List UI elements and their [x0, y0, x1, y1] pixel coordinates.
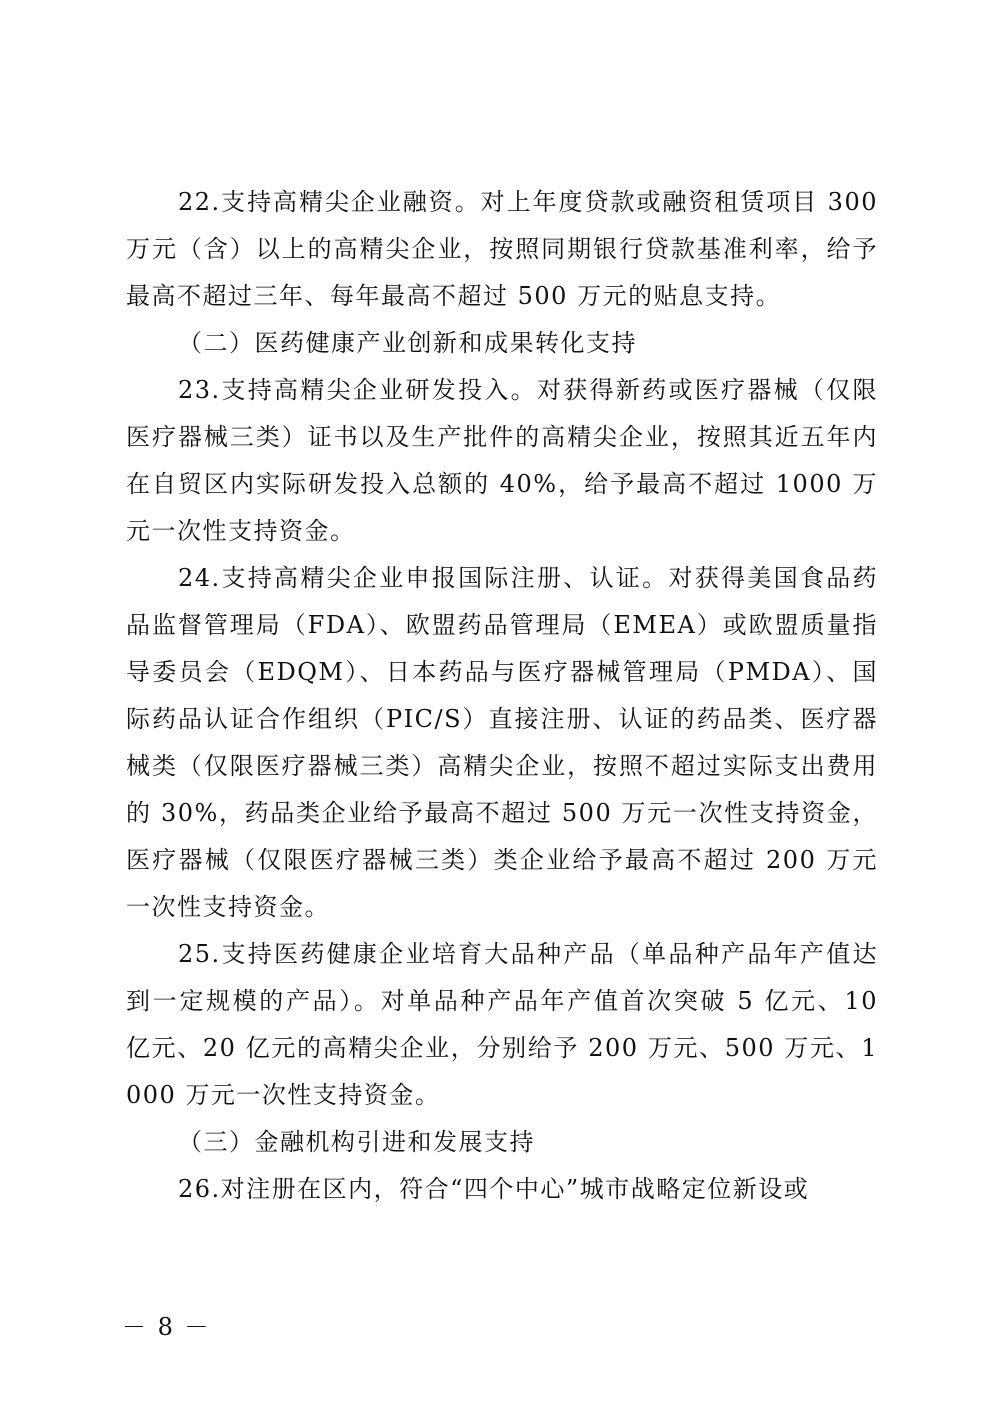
paragraph-24: 24.支持高精尖企业申报国际注册、认证。对获得美国食品药品监督管理局（FDA）、欧盟药品管理局（EMEA）或欧盟质量指导委员会（EDQM）、日本药品与医疗器械管理局（PMDA）、国际药品认证合作组织（PIC/S）直接注册、认证的药品类、医疗器械类（仅限医疗器械三类）高精尖企业，按照不超过实际支出费用的 30%，药品类企业给予最高不超过 500 万元一次性支持资金，医疗器械（仅限医疗器械三类）类企业给予最高不超过 200 万元一次性支持资金。 — [126, 564, 878, 921]
page-number: － 8 － — [122, 1313, 211, 1341]
body-text — [126, 179, 878, 1213]
paragraph-26: 26.对注册在区内，符合“四个中心”城市战略定位新设或 — [178, 1175, 810, 1203]
paragraph-25: 25.支持医药健康企业培育大品种产品（单品种产品年产值达到一定规模的产品）。对单品种产品年产值首次突破 5 亿元、10 亿元、20 亿元的高精尖企业，分别给予 200 万元、500 万元、1000 万元一次性支持资金。 — [126, 940, 878, 1109]
paragraph-22: 22.支持高精尖企业融资。对上年度贷款或融资租赁项目 300 万元（含）以上的高精尖企业，按照同期银行贷款基准利率，给予最高不超过三年、每年最高不超过 500 万元的贴息支持。 — [126, 188, 878, 310]
paragraph-23: 23.支持高精尖企业研发投入。对获得新药或医疗器械（仅限医疗器械三类）证书以及生产批件的高精尖企业，按照其近五年内在自贸区内实际研发投入总额的 40%，给予最高不超过 1000 万元一次性支持资金。 — [126, 376, 878, 545]
section-heading-3: （三）金融机构引进和发展支持 — [178, 1128, 535, 1156]
section-heading-2: （二）医药健康产业创新和成果转化支持 — [178, 329, 637, 357]
